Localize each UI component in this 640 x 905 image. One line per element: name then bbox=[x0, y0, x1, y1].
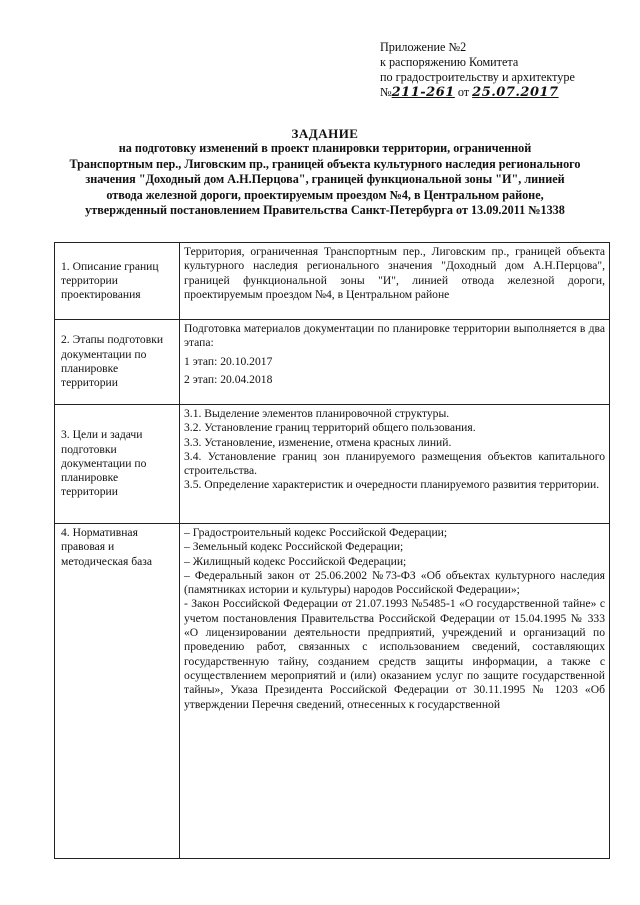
table-row bbox=[55, 405, 610, 524]
appendix-block bbox=[380, 40, 610, 100]
row-content-goals bbox=[180, 405, 610, 524]
task-table bbox=[54, 242, 610, 859]
heading-line-3: значения "Доходный дом А.Н.Перцова", границей функциональной зоны "И", линией bbox=[85, 172, 565, 187]
date-prefix: от bbox=[457, 85, 470, 99]
regulation-item: – Жилищный кодекс Российской Федерации; bbox=[184, 554, 407, 568]
goal-item: 3.5. Определение характеристик и очередности планируемого развития территории. bbox=[184, 478, 600, 492]
table-row bbox=[55, 320, 610, 405]
stage-2: 2 этап: 20.04.2018 bbox=[184, 372, 273, 386]
document-title: ЗАДАНИЕ bbox=[291, 126, 359, 141]
appendix-title: Приложение №2 bbox=[380, 40, 467, 54]
appendix-line-committee: к распоряжению Комитета bbox=[380, 55, 519, 69]
row-label-boundaries: 1. Описание границ территории проектирования bbox=[55, 243, 180, 320]
regulation-item: – Градостроительный кодекс Российской Федерации; bbox=[184, 526, 448, 539]
heading-line-1: на подготовку изменений в проект планировки территории, ограниченной bbox=[118, 141, 532, 156]
stages-intro: Подготовка материалов документации по планировке территории выполняется в два этапа: bbox=[184, 322, 605, 350]
appendix-line-department: по градостроительству и архитектуре bbox=[380, 70, 575, 84]
heading-line-2: Транспортным пер., Лиговским пр., границей объекта культурного наследия регионального bbox=[69, 156, 581, 171]
appendix-number-date bbox=[380, 85, 610, 100]
row-label-regulations: 4. Нормативная правовая и методическая база bbox=[55, 524, 180, 859]
heading-line-4: отвода железной дороги, проектируемым проездом №4, в Центральном районе, bbox=[106, 187, 544, 202]
order-number: 211-261 bbox=[391, 85, 455, 100]
table-row bbox=[55, 243, 610, 320]
order-date: 25.07.2017 bbox=[472, 85, 559, 100]
number-prefix: № bbox=[380, 85, 392, 99]
row-content-stages bbox=[180, 320, 610, 405]
regulation-item: - Закон Российской Федерации от 21.07.1993 №5485-1 «О государственной тайне» с учетом постановления Правительства Российской Федерации от 15.04.1995 № 333 «О лицензировании деятельности предприятий, учреждений и организаций по проведению работ, связанных с использованием сведений, составляющих государственную тайну, созданием средств защиты информации, а также с осуществлением мероприятий и (или) оказанием услуг по защите государственной тайны», Указа Президента Российской Федерации от 30.11.1995 № 1203 «Об утверждении Перечня сведений, отнесенных к государственной bbox=[184, 597, 605, 711]
heading-line-5: утвержденный постановлением Правительства Санкт-Петербурга от 13.09.2011 №1338 bbox=[85, 203, 565, 218]
table-row bbox=[55, 524, 610, 859]
row-label-stages: 2. Этапы подготовки документации по планировке территории bbox=[55, 320, 180, 405]
document-heading bbox=[40, 126, 610, 218]
row-content-regulations bbox=[180, 524, 610, 859]
goal-item: 3.3. Установление, изменение, отмена красных линий. bbox=[184, 435, 452, 449]
regulation-item: – Федеральный закон от 25.06.2002 №73-ФЗ «Об объектах культурного наследия (памятниках истории и культуры) народов Российской Федерации»; bbox=[184, 568, 605, 597]
row-label-goals: 3. Цели и задачи подготовки документации по планировке территории bbox=[55, 405, 180, 524]
goal-item: 3.4. Установление границ зон планируемого размещения объектов капитального строительства. bbox=[184, 449, 605, 478]
goal-item: 3.2. Установление границ территорий общего пользования. bbox=[184, 421, 476, 435]
stage-1: 1 этап: 20.10.2017 bbox=[184, 354, 273, 368]
regulation-item: – Земельный кодекс Российской Федерации; bbox=[184, 540, 404, 554]
goal-item: 3.1. Выделение элементов планировочной структуры. bbox=[184, 407, 450, 420]
row-content-boundaries: Территория, ограниченная Транспортным пер., Лиговским пр., границей объекта культурного наследия регионального значения "Доходный дом А.Н.Перцова", границей функциональной зоны "И", линией отвода железной дороги, проектируемым проездом №4, в Центральном районе bbox=[180, 243, 610, 320]
